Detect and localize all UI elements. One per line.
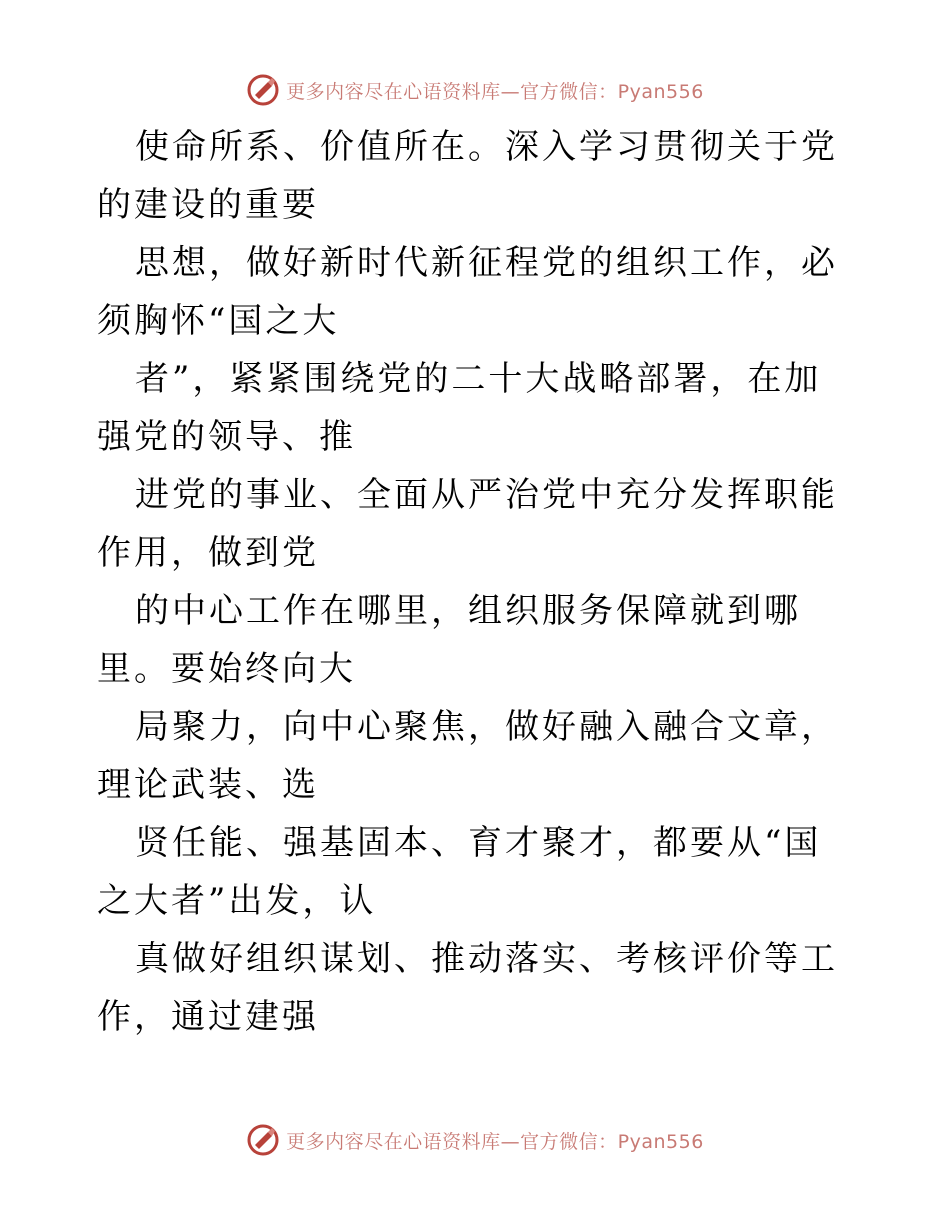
- paragraph: 的中心工作在哪里，组织服务保障就到哪里。要始终向大: [97, 591, 801, 689]
- paragraph: 进党的事业、全面从严治党中充分发挥职能作用，做到党: [97, 475, 838, 573]
- paragraph: 者”，紧紧围绕党的二十大战略部署，在加强党的领导、推: [97, 359, 822, 457]
- paragraph: 使命所系、价值所在。深入学习贯彻关于党的建设的重要: [97, 127, 838, 225]
- document-body: [97, 118, 857, 1046]
- watermark-text: 更多内容尽在心语资料库—官方微信：Pyan556: [286, 1130, 704, 1153]
- footer-watermark: [0, 1120, 950, 1160]
- paragraph: 思想，做好新时代新征程党的组织工作，必须胸怀“国之大: [97, 243, 838, 341]
- watermark-logo-icon: [246, 73, 280, 107]
- header-watermark: [0, 70, 950, 110]
- watermark-logo-icon: [246, 1123, 280, 1157]
- paragraph: 贤任能、强基固本、育才聚才，都要从“国之大者”出发，认: [97, 823, 822, 921]
- watermark-text: 更多内容尽在心语资料库—官方微信：Pyan556: [286, 80, 704, 103]
- paragraph: 真做好组织谋划、推动落实、考核评价等工作，通过建强: [97, 939, 838, 1037]
- paragraph: 局聚力，向中心聚焦，做好融入融合文章，理论武装、选: [97, 707, 838, 805]
